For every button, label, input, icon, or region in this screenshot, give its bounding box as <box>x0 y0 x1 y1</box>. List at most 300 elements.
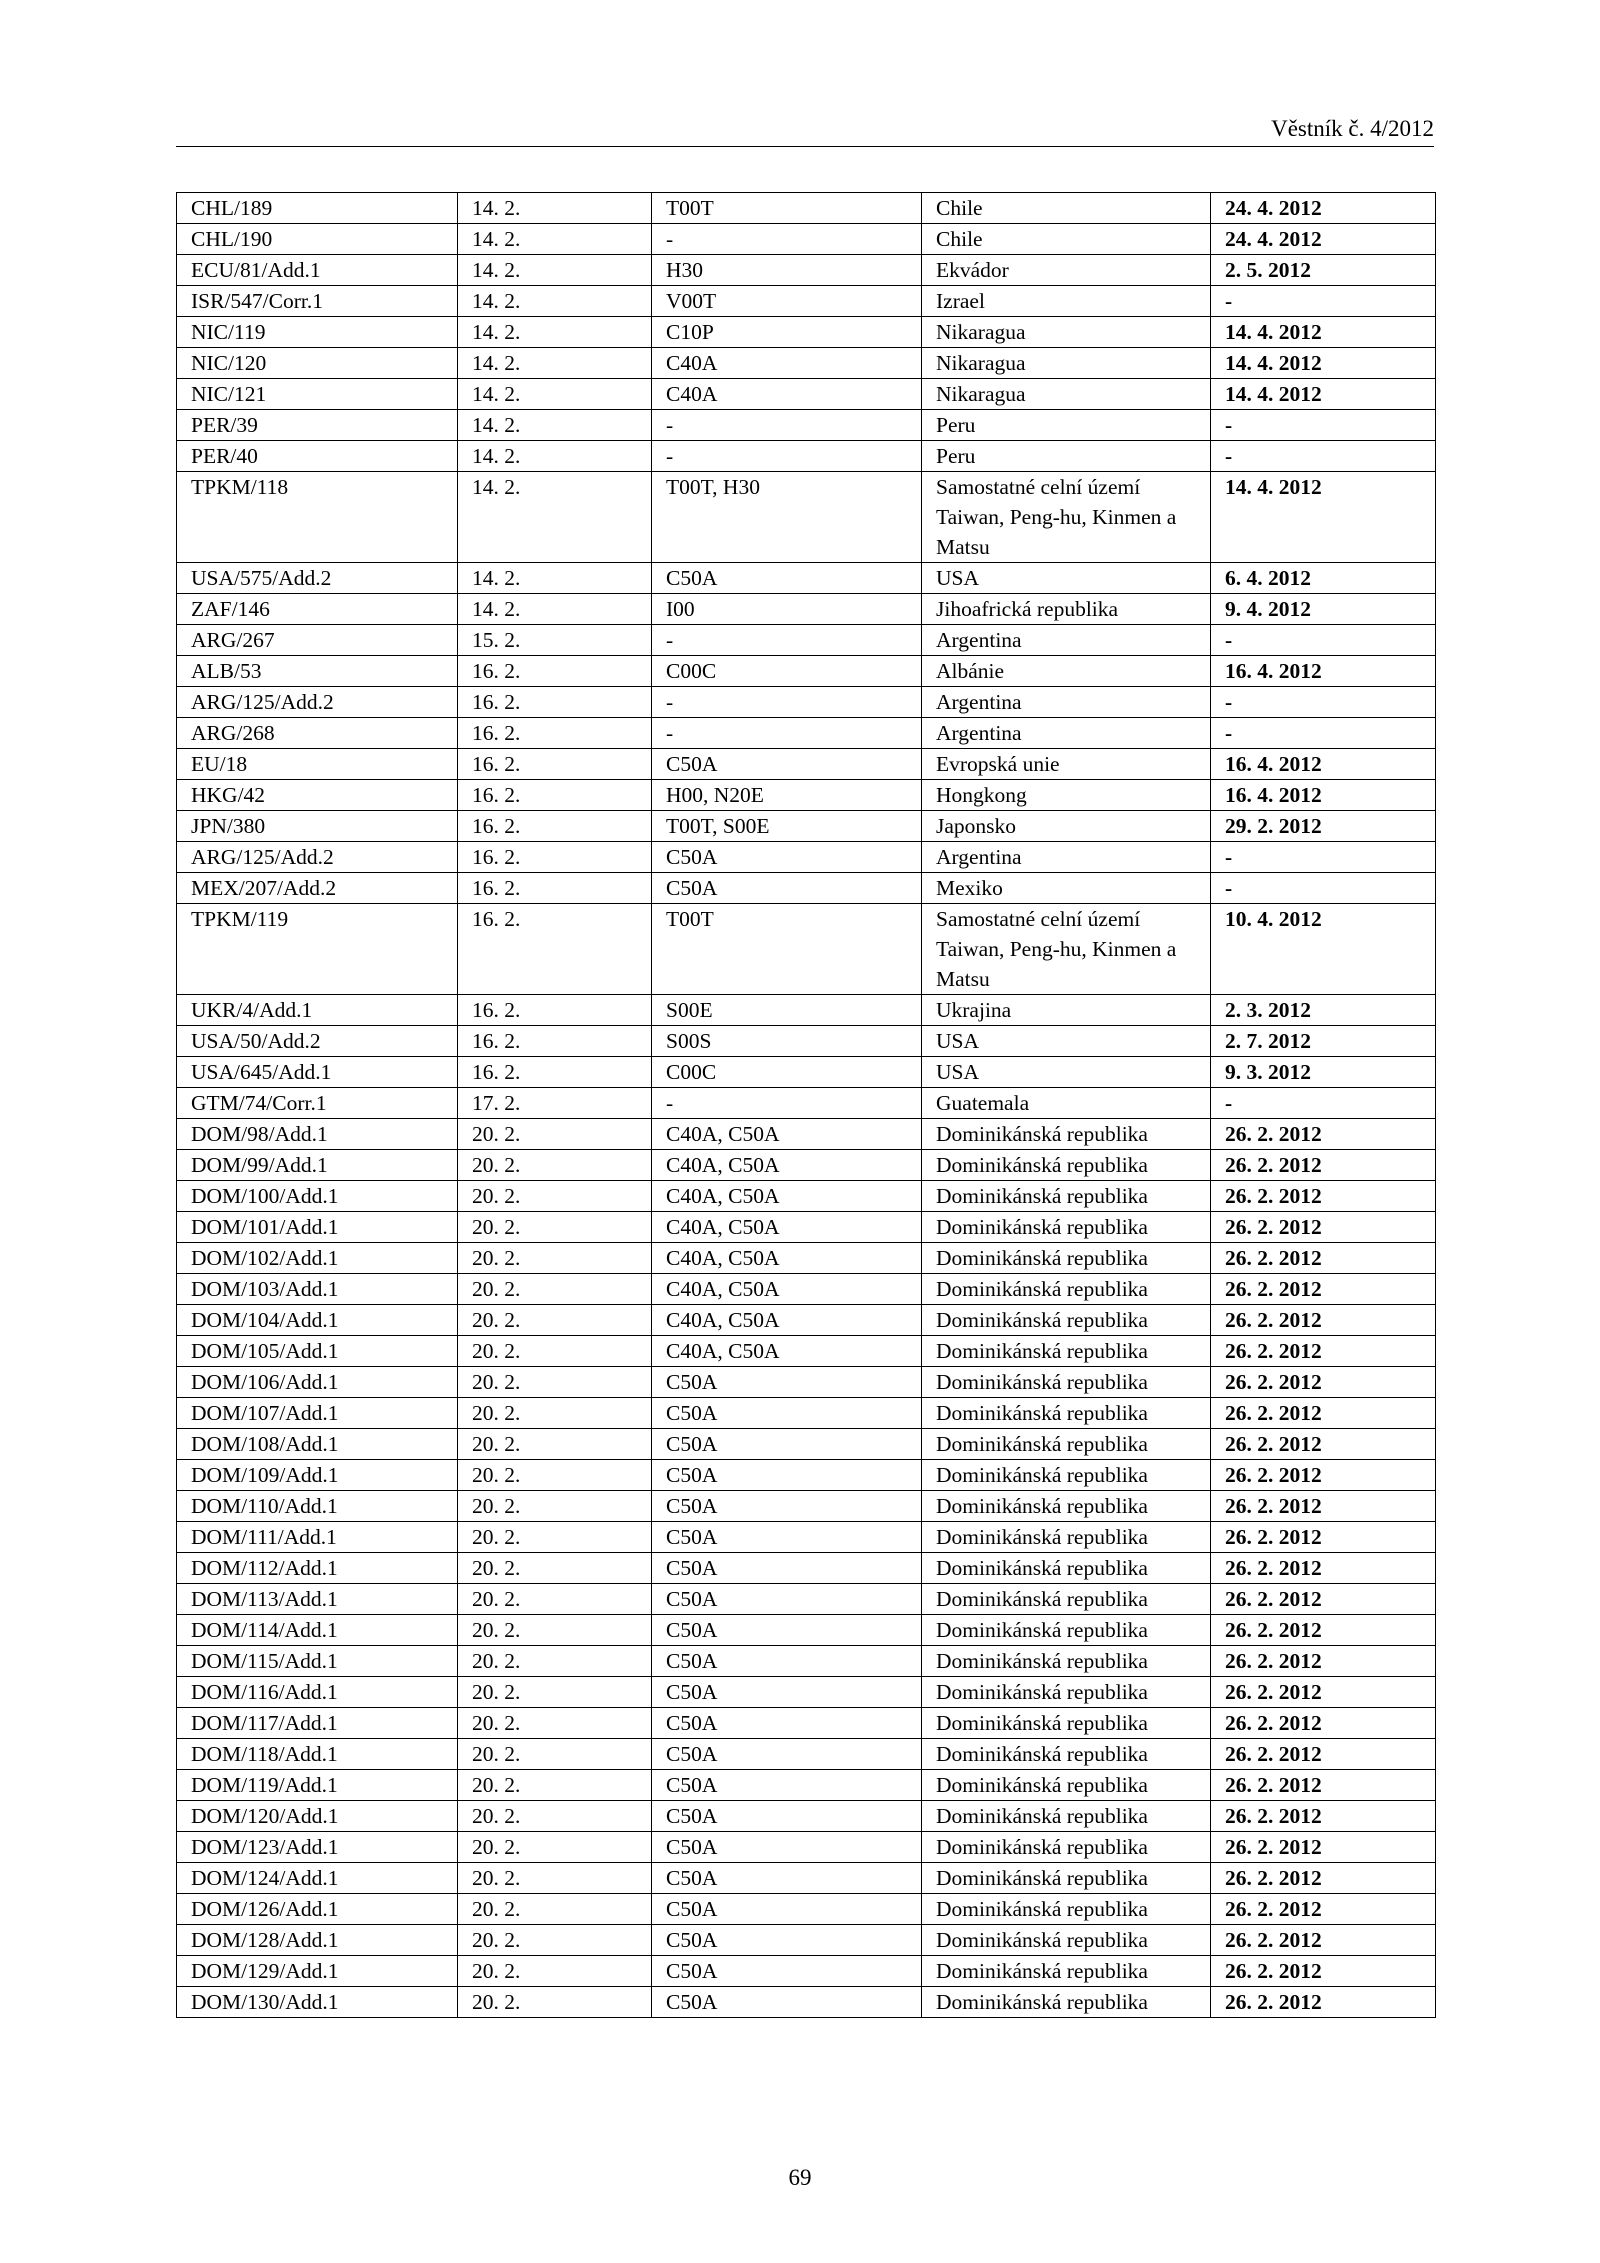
notifications-table <box>176 192 1436 2018</box>
deadline-date-cell: 16. 4. 2012 <box>1211 749 1436 780</box>
product-code-cell: C50A <box>652 563 922 594</box>
table-row <box>177 749 1436 780</box>
product-code-cell: - <box>652 410 922 441</box>
document-code-cell: NIC/119 <box>177 317 458 348</box>
notification-date-cell: 20. 2. <box>458 1336 652 1367</box>
notification-date-cell: 20. 2. <box>458 1429 652 1460</box>
country-cell: Dominikánská republika <box>922 1150 1211 1181</box>
deadline-date-cell: 26. 2. 2012 <box>1211 1739 1436 1770</box>
table-row <box>177 1584 1436 1615</box>
country-cell: Samostatné celní území Taiwan, Peng-hu, Kinmen a Matsu <box>922 472 1211 563</box>
product-code-cell: C40A, C50A <box>652 1336 922 1367</box>
deadline-date-cell: 26. 2. 2012 <box>1211 1708 1436 1739</box>
country-cell: Dominikánská republika <box>922 1336 1211 1367</box>
deadline-date-cell: 26. 2. 2012 <box>1211 1677 1436 1708</box>
deadline-date-cell: 26. 2. 2012 <box>1211 1305 1436 1336</box>
document-code-cell: DOM/111/Add.1 <box>177 1522 458 1553</box>
product-code-cell: C00C <box>652 1057 922 1088</box>
notification-date-cell: 20. 2. <box>458 1863 652 1894</box>
product-code-cell: - <box>652 718 922 749</box>
notification-date-cell: 20. 2. <box>458 1801 652 1832</box>
deadline-date-cell: 16. 4. 2012 <box>1211 780 1436 811</box>
country-cell: USA <box>922 563 1211 594</box>
product-code-cell: C50A <box>652 1646 922 1677</box>
country-cell: Peru <box>922 441 1211 472</box>
table-row <box>177 811 1436 842</box>
deadline-date-cell: - <box>1211 410 1436 441</box>
notification-date-cell: 14. 2. <box>458 255 652 286</box>
product-code-cell: C50A <box>652 1987 922 2018</box>
country-cell: Mexiko <box>922 873 1211 904</box>
deadline-date-cell: 26. 2. 2012 <box>1211 1212 1436 1243</box>
table-row <box>177 1677 1436 1708</box>
notification-date-cell: 16. 2. <box>458 749 652 780</box>
table-row <box>177 1026 1436 1057</box>
document-code-cell: CHL/189 <box>177 193 458 224</box>
deadline-date-cell: 26. 2. 2012 <box>1211 1987 1436 2018</box>
table-row <box>177 1863 1436 1894</box>
product-code-cell: - <box>652 224 922 255</box>
table-row <box>177 1770 1436 1801</box>
product-code-cell: C50A <box>652 1677 922 1708</box>
journal-title: Věstník č. 4/2012 <box>1271 116 1434 141</box>
notification-date-cell: 14. 2. <box>458 379 652 410</box>
country-cell: Jihoafrická republika <box>922 594 1211 625</box>
table-row <box>177 1801 1436 1832</box>
product-code-cell: C50A <box>652 1925 922 1956</box>
country-cell: Dominikánská republika <box>922 1925 1211 1956</box>
document-code-cell: JPN/380 <box>177 811 458 842</box>
deadline-date-cell: 26. 2. 2012 <box>1211 1801 1436 1832</box>
product-code-cell: C50A <box>652 1894 922 1925</box>
notification-date-cell: 14. 2. <box>458 317 652 348</box>
deadline-date-cell: 26. 2. 2012 <box>1211 1491 1436 1522</box>
table-row <box>177 904 1436 995</box>
product-code-cell: - <box>652 687 922 718</box>
country-cell: Argentina <box>922 718 1211 749</box>
deadline-date-cell: - <box>1211 687 1436 718</box>
deadline-date-cell: 26. 2. 2012 <box>1211 1150 1436 1181</box>
deadline-date-cell: 26. 2. 2012 <box>1211 1119 1436 1150</box>
notification-date-cell: 20. 2. <box>458 1739 652 1770</box>
table-row <box>177 1925 1436 1956</box>
country-cell: USA <box>922 1057 1211 1088</box>
notification-date-cell: 20. 2. <box>458 1522 652 1553</box>
product-code-cell: C50A <box>652 1584 922 1615</box>
product-code-cell: T00T, S00E <box>652 811 922 842</box>
product-code-cell: C40A, C50A <box>652 1181 922 1212</box>
table-row <box>177 317 1436 348</box>
country-cell: Dominikánská republika <box>922 1832 1211 1863</box>
document-code-cell: DOM/99/Add.1 <box>177 1150 458 1181</box>
product-code-cell: C50A <box>652 1553 922 1584</box>
document-code-cell: DOM/104/Add.1 <box>177 1305 458 1336</box>
deadline-date-cell: 14. 4. 2012 <box>1211 348 1436 379</box>
country-cell: Dominikánská republika <box>922 1274 1211 1305</box>
notification-date-cell: 16. 2. <box>458 1026 652 1057</box>
deadline-date-cell: 2. 5. 2012 <box>1211 255 1436 286</box>
document-code-cell: DOM/109/Add.1 <box>177 1460 458 1491</box>
table-row <box>177 1367 1436 1398</box>
product-code-cell: C50A <box>652 1615 922 1646</box>
document-code-cell: NIC/120 <box>177 348 458 379</box>
deadline-date-cell: 6. 4. 2012 <box>1211 563 1436 594</box>
table-row <box>177 1119 1436 1150</box>
notification-date-cell: 16. 2. <box>458 780 652 811</box>
notification-date-cell: 16. 2. <box>458 842 652 873</box>
country-cell: Dominikánská republika <box>922 1305 1211 1336</box>
table-row <box>177 842 1436 873</box>
table-row <box>177 286 1436 317</box>
country-cell: Nikaragua <box>922 348 1211 379</box>
deadline-date-cell: 26. 2. 2012 <box>1211 1181 1436 1212</box>
notification-date-cell: 20. 2. <box>458 1243 652 1274</box>
product-code-cell: C40A, C50A <box>652 1305 922 1336</box>
country-cell: Evropská unie <box>922 749 1211 780</box>
deadline-date-cell: 2. 3. 2012 <box>1211 995 1436 1026</box>
notification-date-cell: 14. 2. <box>458 441 652 472</box>
deadline-date-cell: 26. 2. 2012 <box>1211 1584 1436 1615</box>
product-code-cell: H00, N20E <box>652 780 922 811</box>
deadline-date-cell: 9. 3. 2012 <box>1211 1057 1436 1088</box>
table-row <box>177 193 1436 224</box>
deadline-date-cell: - <box>1211 441 1436 472</box>
product-code-cell: T00T <box>652 904 922 995</box>
page-header <box>176 112 1434 147</box>
table-row <box>177 995 1436 1026</box>
document-code-cell: DOM/100/Add.1 <box>177 1181 458 1212</box>
notification-date-cell: 20. 2. <box>458 1460 652 1491</box>
product-code-cell: C40A, C50A <box>652 1274 922 1305</box>
product-code-cell: T00T <box>652 193 922 224</box>
deadline-date-cell: 26. 2. 2012 <box>1211 1460 1436 1491</box>
deadline-date-cell: 26. 2. 2012 <box>1211 1956 1436 1987</box>
table-row <box>177 718 1436 749</box>
notification-date-cell: 16. 2. <box>458 718 652 749</box>
notification-date-cell: 16. 2. <box>458 811 652 842</box>
document-code-cell: GTM/74/Corr.1 <box>177 1088 458 1119</box>
product-code-cell: S00S <box>652 1026 922 1057</box>
document-code-cell: TPKM/119 <box>177 904 458 995</box>
document-code-cell: ARG/125/Add.2 <box>177 842 458 873</box>
country-cell: Argentina <box>922 625 1211 656</box>
deadline-date-cell: - <box>1211 718 1436 749</box>
notification-date-cell: 14. 2. <box>458 224 652 255</box>
table-row <box>177 1553 1436 1584</box>
table-row <box>177 1088 1436 1119</box>
country-cell: Albánie <box>922 656 1211 687</box>
table-row <box>177 1894 1436 1925</box>
document-code-cell: DOM/130/Add.1 <box>177 1987 458 2018</box>
document-code-cell: DOM/124/Add.1 <box>177 1863 458 1894</box>
notification-date-cell: 14. 2. <box>458 348 652 379</box>
document-code-cell: DOM/102/Add.1 <box>177 1243 458 1274</box>
country-cell: Chile <box>922 224 1211 255</box>
deadline-date-cell: 26. 2. 2012 <box>1211 1646 1436 1677</box>
document-code-cell: ARG/125/Add.2 <box>177 687 458 718</box>
document-code-cell: PER/39 <box>177 410 458 441</box>
country-cell: Izrael <box>922 286 1211 317</box>
notification-date-cell: 20. 2. <box>458 1925 652 1956</box>
deadline-date-cell: 14. 4. 2012 <box>1211 317 1436 348</box>
product-code-cell: C50A <box>652 842 922 873</box>
notification-date-cell: 14. 2. <box>458 410 652 441</box>
notification-date-cell: 20. 2. <box>458 1987 652 2018</box>
deadline-date-cell: 26. 2. 2012 <box>1211 1522 1436 1553</box>
deadline-date-cell: 10. 4. 2012 <box>1211 904 1436 995</box>
notification-date-cell: 16. 2. <box>458 995 652 1026</box>
product-code-cell: C00C <box>652 656 922 687</box>
table-row <box>177 1956 1436 1987</box>
table-row <box>177 1181 1436 1212</box>
deadline-date-cell: 26. 2. 2012 <box>1211 1863 1436 1894</box>
document-code-cell: ARG/267 <box>177 625 458 656</box>
document-code-cell: ALB/53 <box>177 656 458 687</box>
notification-date-cell: 16. 2. <box>458 656 652 687</box>
notification-date-cell: 20. 2. <box>458 1832 652 1863</box>
product-code-cell: C50A <box>652 1491 922 1522</box>
notification-date-cell: 20. 2. <box>458 1956 652 1987</box>
document-code-cell: DOM/103/Add.1 <box>177 1274 458 1305</box>
document-code-cell: DOM/101/Add.1 <box>177 1212 458 1243</box>
notification-date-cell: 14. 2. <box>458 563 652 594</box>
document-code-cell: ARG/268 <box>177 718 458 749</box>
country-cell: Peru <box>922 410 1211 441</box>
document-code-cell: CHL/190 <box>177 224 458 255</box>
country-cell: Guatemala <box>922 1088 1211 1119</box>
deadline-date-cell: 24. 4. 2012 <box>1211 224 1436 255</box>
notification-date-cell: 20. 2. <box>458 1274 652 1305</box>
document-code-cell: EU/18 <box>177 749 458 780</box>
document-code-cell: DOM/107/Add.1 <box>177 1398 458 1429</box>
table-row <box>177 379 1436 410</box>
table-row <box>177 1305 1436 1336</box>
notification-date-cell: 20. 2. <box>458 1615 652 1646</box>
document-code-cell: DOM/112/Add.1 <box>177 1553 458 1584</box>
table-row <box>177 255 1436 286</box>
country-cell: Dominikánská republika <box>922 1429 1211 1460</box>
product-code-cell: C50A <box>652 1460 922 1491</box>
country-cell: Hongkong <box>922 780 1211 811</box>
notification-date-cell: 20. 2. <box>458 1305 652 1336</box>
table-row <box>177 1832 1436 1863</box>
country-cell: Dominikánská republika <box>922 1894 1211 1925</box>
country-cell: Dominikánská republika <box>922 1708 1211 1739</box>
deadline-date-cell: 26. 2. 2012 <box>1211 1429 1436 1460</box>
product-code-cell: C50A <box>652 1739 922 1770</box>
country-cell: Chile <box>922 193 1211 224</box>
deadline-date-cell: 26. 2. 2012 <box>1211 1770 1436 1801</box>
deadline-date-cell: 14. 4. 2012 <box>1211 472 1436 563</box>
deadline-date-cell: - <box>1211 1088 1436 1119</box>
deadline-date-cell: 26. 2. 2012 <box>1211 1274 1436 1305</box>
document-code-cell: DOM/98/Add.1 <box>177 1119 458 1150</box>
product-code-cell: V00T <box>652 286 922 317</box>
country-cell: Dominikánská republika <box>922 1119 1211 1150</box>
country-cell: Dominikánská republika <box>922 1553 1211 1584</box>
document-code-cell: TPKM/118 <box>177 472 458 563</box>
country-cell: Dominikánská republika <box>922 1677 1211 1708</box>
country-cell: Argentina <box>922 842 1211 873</box>
deadline-date-cell: 14. 4. 2012 <box>1211 379 1436 410</box>
notification-date-cell: 16. 2. <box>458 904 652 995</box>
document-code-cell: DOM/116/Add.1 <box>177 1677 458 1708</box>
country-cell: Dominikánská republika <box>922 1584 1211 1615</box>
table-row <box>177 1460 1436 1491</box>
notification-date-cell: 17. 2. <box>458 1088 652 1119</box>
document-code-cell: USA/575/Add.2 <box>177 563 458 594</box>
country-cell: Dominikánská republika <box>922 1801 1211 1832</box>
table-row <box>177 1429 1436 1460</box>
product-code-cell: C40A, C50A <box>652 1150 922 1181</box>
deadline-date-cell: 26. 2. 2012 <box>1211 1615 1436 1646</box>
document-code-cell: DOM/120/Add.1 <box>177 1801 458 1832</box>
deadline-date-cell: 9. 4. 2012 <box>1211 594 1436 625</box>
document-code-cell: DOM/119/Add.1 <box>177 1770 458 1801</box>
deadline-date-cell: 26. 2. 2012 <box>1211 1832 1436 1863</box>
country-cell: Ukrajina <box>922 995 1211 1026</box>
deadline-date-cell: - <box>1211 625 1436 656</box>
product-code-cell: C50A <box>652 1522 922 1553</box>
notification-date-cell: 15. 2. <box>458 625 652 656</box>
table-row <box>177 1491 1436 1522</box>
product-code-cell: C50A <box>652 1770 922 1801</box>
product-code-cell: C50A <box>652 1956 922 1987</box>
document-code-cell: DOM/110/Add.1 <box>177 1491 458 1522</box>
table-row <box>177 348 1436 379</box>
notification-date-cell: 20. 2. <box>458 1894 652 1925</box>
country-cell: Dominikánská republika <box>922 1181 1211 1212</box>
country-cell: Dominikánská republika <box>922 1460 1211 1491</box>
notification-date-cell: 20. 2. <box>458 1491 652 1522</box>
document-code-cell: PER/40 <box>177 441 458 472</box>
product-code-cell: S00E <box>652 995 922 1026</box>
product-code-cell: C50A <box>652 1398 922 1429</box>
table-row <box>177 687 1436 718</box>
country-cell: Japonsko <box>922 811 1211 842</box>
country-cell: Nikaragua <box>922 379 1211 410</box>
country-cell: Dominikánská republika <box>922 1956 1211 1987</box>
page-number: 69 <box>788 2165 812 2190</box>
document-code-cell: DOM/114/Add.1 <box>177 1615 458 1646</box>
country-cell: Dominikánská republika <box>922 1367 1211 1398</box>
notification-date-cell: 20. 2. <box>458 1181 652 1212</box>
table-row <box>177 441 1436 472</box>
document-code-cell: NIC/121 <box>177 379 458 410</box>
table-body <box>177 193 1436 2018</box>
table-row <box>177 594 1436 625</box>
notification-date-cell: 14. 2. <box>458 594 652 625</box>
document-code-cell: DOM/128/Add.1 <box>177 1925 458 1956</box>
document-code-cell: USA/50/Add.2 <box>177 1026 458 1057</box>
product-code-cell: - <box>652 625 922 656</box>
table-row <box>177 1646 1436 1677</box>
country-cell: Dominikánská republika <box>922 1398 1211 1429</box>
deadline-date-cell: 26. 2. 2012 <box>1211 1336 1436 1367</box>
document-code-cell: ZAF/146 <box>177 594 458 625</box>
product-code-cell: C50A <box>652 873 922 904</box>
notification-date-cell: 20. 2. <box>458 1677 652 1708</box>
table-row <box>177 873 1436 904</box>
document-code-cell: DOM/117/Add.1 <box>177 1708 458 1739</box>
table-row <box>177 563 1436 594</box>
notification-date-cell: 20. 2. <box>458 1553 652 1584</box>
product-code-cell: I00 <box>652 594 922 625</box>
notification-date-cell: 20. 2. <box>458 1646 652 1677</box>
product-code-cell: C50A <box>652 1708 922 1739</box>
table-row <box>177 1739 1436 1770</box>
product-code-cell: C40A, C50A <box>652 1212 922 1243</box>
country-cell: Samostatné celní území Taiwan, Peng-hu, Kinmen a Matsu <box>922 904 1211 995</box>
product-code-cell: T00T, H30 <box>652 472 922 563</box>
deadline-date-cell: 26. 2. 2012 <box>1211 1243 1436 1274</box>
deadline-date-cell: 26. 2. 2012 <box>1211 1367 1436 1398</box>
deadline-date-cell: 16. 4. 2012 <box>1211 656 1436 687</box>
deadline-date-cell: 26. 2. 2012 <box>1211 1894 1436 1925</box>
table-row <box>177 224 1436 255</box>
table-row <box>177 472 1436 563</box>
notification-date-cell: 14. 2. <box>458 472 652 563</box>
document-code-cell: DOM/115/Add.1 <box>177 1646 458 1677</box>
country-cell: USA <box>922 1026 1211 1057</box>
product-code-cell: C40A <box>652 348 922 379</box>
document-code-cell: DOM/106/Add.1 <box>177 1367 458 1398</box>
product-code-cell: C50A <box>652 1863 922 1894</box>
document-code-cell: DOM/113/Add.1 <box>177 1584 458 1615</box>
product-code-cell: H30 <box>652 255 922 286</box>
table-row <box>177 780 1436 811</box>
table-row <box>177 1150 1436 1181</box>
product-code-cell: - <box>652 441 922 472</box>
country-cell: Dominikánská republika <box>922 1615 1211 1646</box>
deadline-date-cell: 24. 4. 2012 <box>1211 193 1436 224</box>
document-code-cell: DOM/123/Add.1 <box>177 1832 458 1863</box>
product-code-cell: C50A <box>652 749 922 780</box>
country-cell: Nikaragua <box>922 317 1211 348</box>
document-code-cell: HKG/42 <box>177 780 458 811</box>
table-row <box>177 1212 1436 1243</box>
product-code-cell: C50A <box>652 1801 922 1832</box>
document-code-cell: UKR/4/Add.1 <box>177 995 458 1026</box>
country-cell: Dominikánská republika <box>922 1863 1211 1894</box>
country-cell: Dominikánská republika <box>922 1987 1211 2018</box>
notification-date-cell: 20. 2. <box>458 1150 652 1181</box>
product-code-cell: C50A <box>652 1367 922 1398</box>
product-code-cell: - <box>652 1088 922 1119</box>
table-row <box>177 1336 1436 1367</box>
notification-date-cell: 20. 2. <box>458 1119 652 1150</box>
deadline-date-cell: - <box>1211 286 1436 317</box>
deadline-date-cell: 29. 2. 2012 <box>1211 811 1436 842</box>
document-code-cell: MEX/207/Add.2 <box>177 873 458 904</box>
notification-date-cell: 16. 2. <box>458 687 652 718</box>
document-code-cell: DOM/126/Add.1 <box>177 1894 458 1925</box>
country-cell: Dominikánská republika <box>922 1212 1211 1243</box>
document-code-cell: ECU/81/Add.1 <box>177 255 458 286</box>
table-row <box>177 1398 1436 1429</box>
country-cell: Argentina <box>922 687 1211 718</box>
notification-date-cell: 20. 2. <box>458 1212 652 1243</box>
document-code-cell: DOM/118/Add.1 <box>177 1739 458 1770</box>
product-code-cell: C50A <box>652 1429 922 1460</box>
deadline-date-cell: 26. 2. 2012 <box>1211 1925 1436 1956</box>
country-cell: Ekvádor <box>922 255 1211 286</box>
product-code-cell: C40A <box>652 379 922 410</box>
notification-date-cell: 20. 2. <box>458 1367 652 1398</box>
document-code-cell: DOM/108/Add.1 <box>177 1429 458 1460</box>
notification-date-cell: 16. 2. <box>458 873 652 904</box>
deadline-date-cell: 26. 2. 2012 <box>1211 1398 1436 1429</box>
